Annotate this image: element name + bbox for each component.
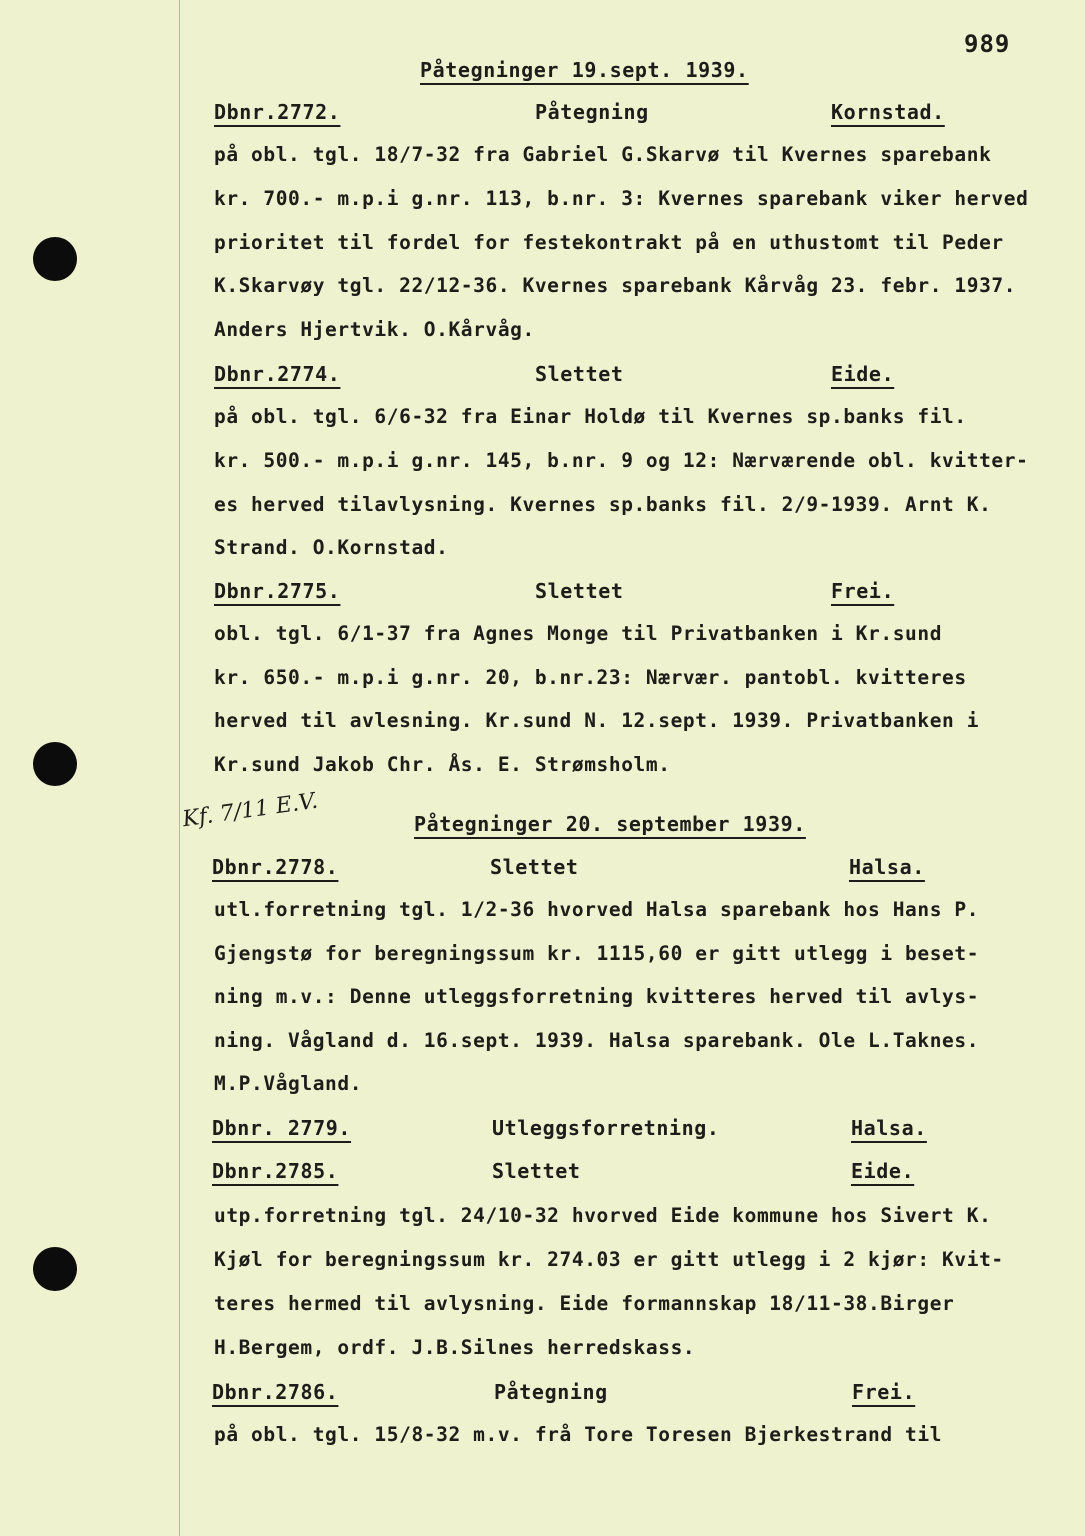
- entry-type: Slettet: [535, 362, 624, 386]
- text-line: ning m.v.: Denne utleggsforretning kvitteres herved til avlys-: [214, 985, 980, 1008]
- text-line: Anders Hjertvik. O.Kårvåg.: [214, 318, 535, 341]
- text-line: Kjøl for beregningssum kr. 274.03 er gitt utlegg i 2 kjør: Kvit-: [214, 1248, 1004, 1271]
- text-line: H.Bergem, ordf. J.B.Silnes herredskass.: [214, 1336, 696, 1359]
- text-line: teres hermed til avlysning. Eide formannskap 18/11-38.Birger: [214, 1292, 955, 1315]
- entry-place: Frei.: [831, 579, 895, 603]
- entry-place: Frei.: [852, 1380, 916, 1404]
- margin-annotation: Kf. 7/11 E.V.: [180, 788, 320, 833]
- entry-type: Påtegning: [535, 100, 649, 124]
- text-line: prioritet til fordel for festekontrakt på en uthustomt til Peder: [214, 231, 1004, 254]
- text-line: utl.forretning tgl. 1/2-36 hvorved Halsa sparebank hos Hans P.: [214, 898, 980, 921]
- text-line: Strand. O.Kornstad.: [214, 536, 449, 559]
- entry-place: Halsa.: [849, 855, 925, 879]
- entry-header: [214, 1116, 974, 1144]
- text-line: Gjengstø for beregningssum kr. 1115,60 er gitt utlegg i beset-: [214, 942, 980, 965]
- text-line: herved til avlesning. Kr.sund N. 12.sept. 1939. Privatbanken i: [214, 709, 980, 732]
- entry-header: [214, 855, 974, 883]
- text-line: M.P.Vågland.: [214, 1072, 363, 1095]
- dbnr: Dbnr.2778.: [212, 855, 339, 879]
- entry-header: [214, 579, 974, 607]
- text-line: på obl. tgl. 6/6-32 fra Einar Holdø til Kvernes sp.banks fil.: [214, 405, 967, 428]
- text-line: es herved tilavlysning. Kvernes sp.banks fil. 2/9-1939. Arnt K.: [214, 493, 992, 516]
- entry-place: Kornstad.: [831, 100, 945, 124]
- entry-place: Halsa.: [851, 1116, 927, 1140]
- entry-type: Utleggsforretning.: [492, 1116, 720, 1140]
- dbnr: Dbnr.2786.: [212, 1380, 339, 1404]
- entry-type: Påtegning: [494, 1380, 608, 1404]
- entry-header: [214, 362, 974, 390]
- text-line: på obl. tgl. 15/8-32 m.v. frå Tore Toresen Bjerkestrand til: [214, 1423, 943, 1446]
- section-heading: Påtegninger 20. september 1939.: [414, 812, 806, 836]
- entry-place: Eide.: [851, 1159, 915, 1183]
- text-line: Kr.sund Jakob Chr. Ås. E. Strømsholm.: [214, 753, 671, 776]
- text-line: kr. 700.- m.p.i g.nr. 113, b.nr. 3: Kvernes sparebank viker herved: [214, 187, 1029, 210]
- punch-hole: [33, 1247, 77, 1291]
- entry-header: [214, 1380, 974, 1408]
- entry-header: [214, 1159, 974, 1187]
- entry-type: Slettet: [490, 855, 579, 879]
- text-line: utp.forretning tgl. 24/10-32 hvorved Eide kommune hos Sivert K.: [214, 1204, 992, 1227]
- text-line: kr. 650.- m.p.i g.nr. 20, b.nr.23: Nærvær. pantobl. kvitteres: [214, 666, 967, 689]
- dbnr: Dbnr.2775.: [214, 579, 341, 603]
- dbnr: Dbnr.2774.: [214, 362, 341, 386]
- entry-type: Slettet: [492, 1159, 581, 1183]
- margin-rule: [179, 0, 180, 1536]
- dbnr: Dbnr.2785.: [212, 1159, 339, 1183]
- text-line: kr. 500.- m.p.i g.nr. 145, b.nr. 9 og 12: Nærværende obl. kvitter-: [214, 449, 1029, 472]
- text-line: obl. tgl. 6/1-37 fra Agnes Monge til Privatbanken i Kr.sund: [214, 622, 943, 645]
- text-line: ning. Vågland d. 16.sept. 1939. Halsa sparebank. Ole L.Taknes.: [214, 1029, 980, 1052]
- entry-place: Eide.: [831, 362, 895, 386]
- text-line: på obl. tgl. 18/7-32 fra Gabriel G.Skarvø til Kvernes sparebank: [214, 143, 992, 166]
- dbnr: Dbnr. 2779.: [212, 1116, 352, 1140]
- text-line: K.Skarvøy tgl. 22/12-36. Kvernes sparebank Kårvåg 23. febr. 1937.: [214, 274, 1017, 297]
- punch-hole: [33, 237, 77, 281]
- entry-header: [214, 100, 974, 128]
- dbnr: Dbnr.2772.: [214, 100, 341, 124]
- punch-hole: [33, 742, 77, 786]
- entry-type: Slettet: [535, 579, 624, 603]
- section-heading: Påtegninger 19.sept. 1939.: [420, 58, 749, 82]
- page-number: 989: [964, 30, 1011, 58]
